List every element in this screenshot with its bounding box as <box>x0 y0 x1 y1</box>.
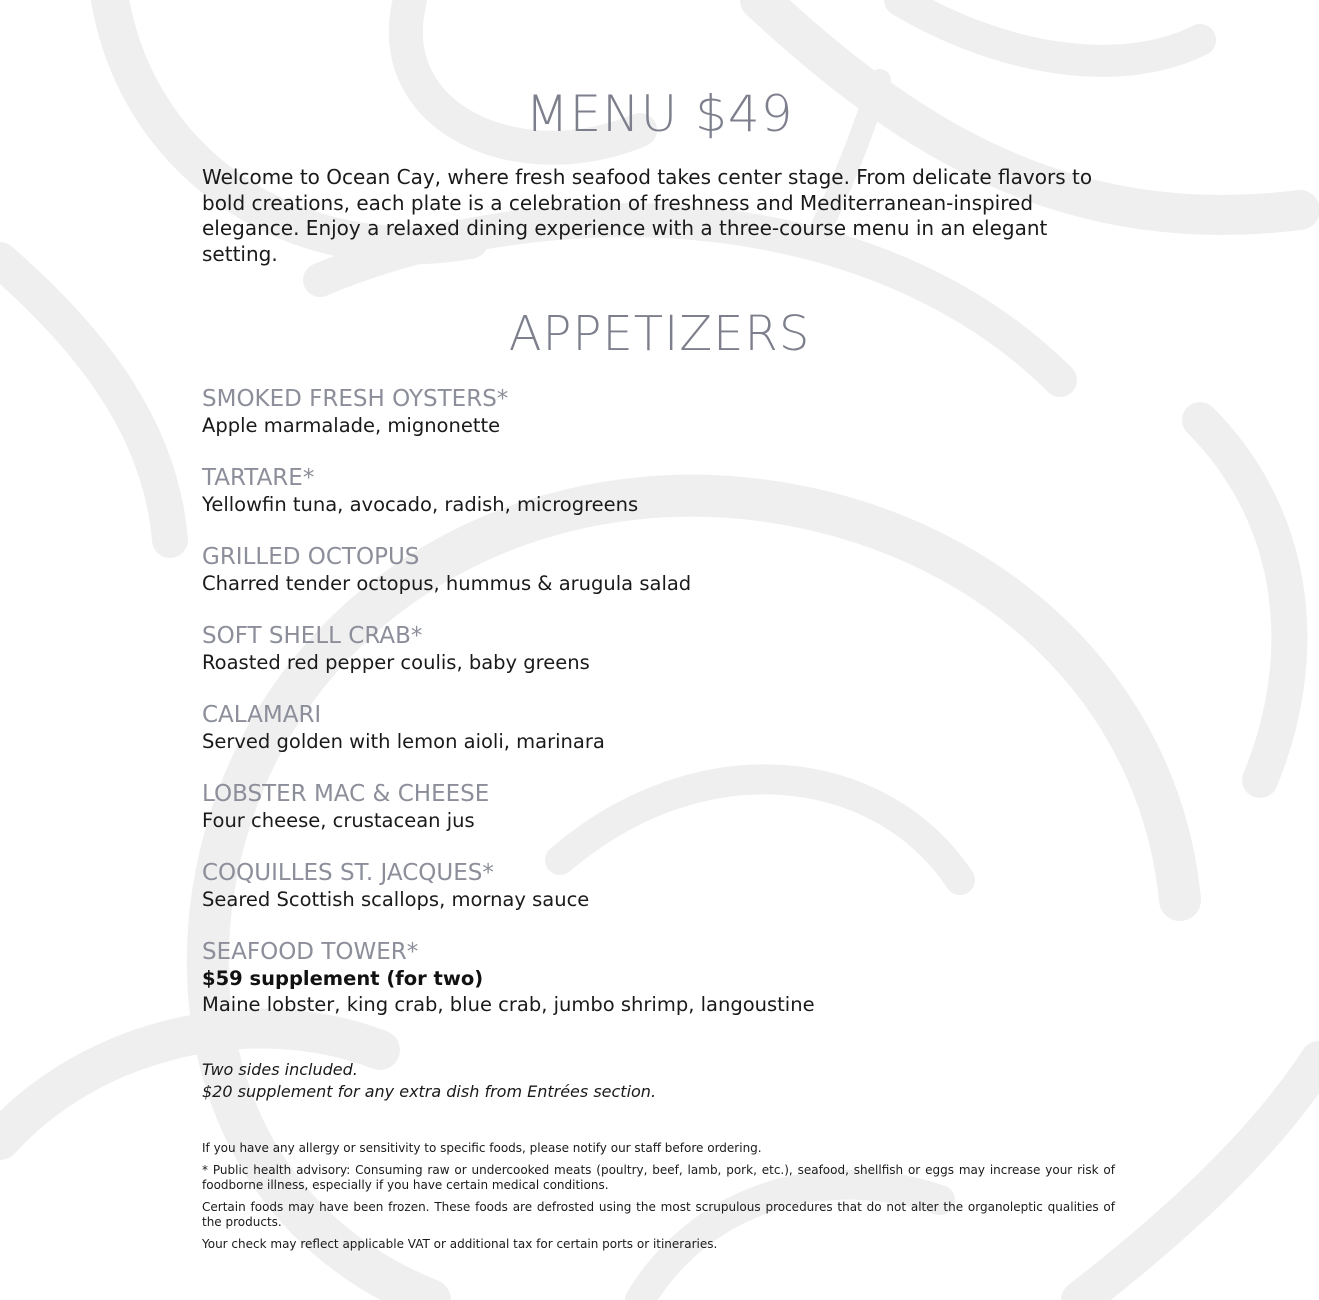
menu-item-description: Charred tender octopus, hummus & arugula salad <box>202 572 692 595</box>
menu-item-description: Apple marmalade, mignonette <box>202 414 501 437</box>
health-advisory: * Public health advisory: Consuming raw or undercooked meats (poultry, beef, lamb, pork, etc.), seafood, shellfish or eggs may increase your risk of foodborne illness, especially if you have certain medical conditions. <box>202 1162 1115 1192</box>
menu-item-name: CALAMARI <box>202 702 322 728</box>
tax-notice: Your check may reflect applicable VAT or additional tax for certain ports or itineraries. <box>202 1236 718 1251</box>
menu-item <box>202 702 1122 781</box>
fine-print <box>202 1141 1115 1258</box>
appetizer-list <box>202 386 1122 1018</box>
menu-item <box>202 860 1122 939</box>
frozen-foods-notice: Certain foods may have been frozen. These foods are defrosted using the most scrupulous procedures that do not alter the organoleptic qualities of the products. <box>202 1199 1115 1229</box>
menu-item-description: Seared Scottish scallops, mornay sauce <box>202 888 590 911</box>
menu-item-name: SEAFOOD TOWER* <box>202 939 419 965</box>
menu-item <box>202 544 1122 623</box>
menu-item <box>202 386 1122 465</box>
menu-item <box>202 623 1122 702</box>
menu-item-supplement: $59 supplement (for two) <box>202 967 484 990</box>
menu-item-description: Roasted red pepper coulis, baby greens <box>202 651 590 674</box>
menu-item-name: COQUILLES ST. JACQUES* <box>202 860 494 886</box>
menu-item <box>202 781 1122 860</box>
sides-included-note: Two sides included. <box>202 1060 358 1079</box>
menu-item-description: Served golden with lemon aioli, marinara <box>202 730 605 753</box>
entree-supplement-note: $20 supplement for any extra dish from Entrées section. <box>202 1082 657 1101</box>
menu-item-name: LOBSTER MAC & CHEESE <box>202 781 490 807</box>
menu-item-name: GRILLED OCTOPUS <box>202 544 420 570</box>
menu-title: MENU $49 <box>525 85 794 143</box>
menu-item-description: Yellowfin tuna, avocado, radish, microgreens <box>202 493 639 516</box>
menu-item-description: Four cheese, crustacean jus <box>202 809 475 832</box>
sides-note <box>202 1059 1122 1103</box>
menu-item <box>202 939 1122 1018</box>
menu-item-name: TARTARE* <box>202 465 315 491</box>
appetizers-heading: APPETIZERS <box>508 306 811 362</box>
menu-item <box>202 465 1122 544</box>
intro-paragraph: Welcome to Ocean Cay, where fresh seafood takes center stage. From delicate flavors to bold creations, each plate is a celebration of freshness and Mediterranean-inspired elegance. Enjoy a relaxed dining experience with a three-course menu in an elegant setting. <box>202 165 1093 266</box>
menu-item-name: SMOKED FRESH OYSTERS* <box>202 386 509 412</box>
menu-item-description: Maine lobster, king crab, blue crab, jumbo shrimp, langoustine <box>202 993 815 1016</box>
menu-item-name: SOFT SHELL CRAB* <box>202 623 423 649</box>
allergy-notice: If you have any allergy or sensitivity to specific foods, please notify our staff before ordering. <box>202 1141 762 1155</box>
